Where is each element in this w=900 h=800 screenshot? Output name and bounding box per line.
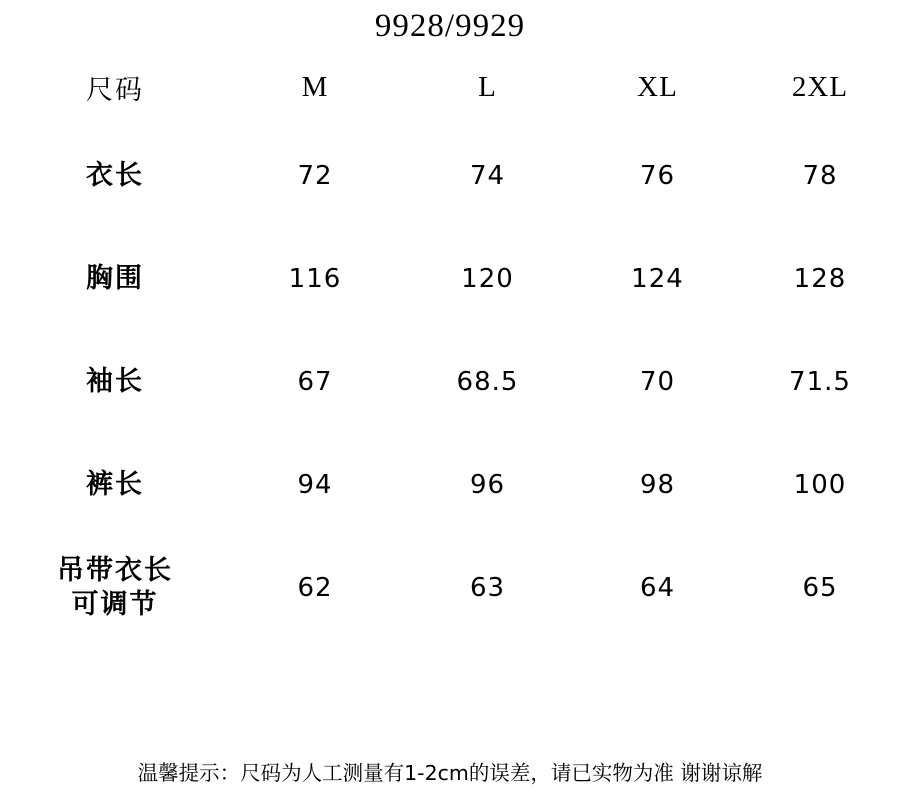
cell-strap-length-l: 63 xyxy=(469,572,506,603)
measurement-disclaimer-note: 温馨提示：尺码为人工测量有1-2cm的误差，请已实物为准 谢谢谅解 xyxy=(137,761,763,785)
column-header-xl: XL xyxy=(637,70,678,103)
row-label-pants-length: 裤长 xyxy=(86,468,144,500)
column-header-size-label: 尺码 xyxy=(86,74,144,106)
size-chart-table xyxy=(0,50,900,639)
cell-bust-xl: 124 xyxy=(631,263,684,294)
column-header-m: M xyxy=(301,70,329,103)
cell-strap-length-2xl: 65 xyxy=(802,572,838,603)
table-row xyxy=(0,227,900,330)
page-title: 9928/9929 xyxy=(374,8,526,44)
cell-sleeve-2xl: 71.5 xyxy=(789,366,851,397)
cell-sleeve-m: 67 xyxy=(297,366,333,397)
cell-strap-length-xl: 64 xyxy=(639,572,676,603)
cell-pants-length-xl: 98 xyxy=(639,469,676,500)
table-header-row xyxy=(0,50,900,124)
cell-sleeve-xl: 70 xyxy=(639,366,676,397)
row-label-strap-length-line2: 可调节 xyxy=(71,588,159,620)
row-label-strap-length xyxy=(0,536,230,639)
table-row xyxy=(0,536,900,639)
cell-bust-l: 120 xyxy=(461,263,514,294)
row-label-sleeve: 袖长 xyxy=(86,365,144,397)
cell-length-m: 72 xyxy=(297,160,333,191)
row-label-length: 衣长 xyxy=(86,159,144,191)
cell-sleeve-l: 68.5 xyxy=(456,366,519,397)
column-header-l: L xyxy=(478,70,497,103)
row-label-bust: 胸围 xyxy=(86,262,144,294)
cell-bust-2xl: 128 xyxy=(793,263,847,294)
table-row xyxy=(0,433,900,536)
cell-length-2xl: 78 xyxy=(802,160,838,191)
cell-pants-length-l: 96 xyxy=(469,469,506,500)
row-label-strap-length-line1: 吊带衣长 xyxy=(57,555,173,587)
cell-length-l: 74 xyxy=(469,160,506,191)
cell-strap-length-m: 62 xyxy=(297,572,333,603)
table-row xyxy=(0,330,900,433)
column-header-2xl: 2XL xyxy=(791,70,849,103)
cell-bust-m: 116 xyxy=(288,263,342,294)
table-row xyxy=(0,124,900,227)
cell-pants-length-m: 94 xyxy=(297,469,333,500)
cell-pants-length-2xl: 100 xyxy=(793,469,847,500)
cell-length-xl: 76 xyxy=(639,160,676,191)
